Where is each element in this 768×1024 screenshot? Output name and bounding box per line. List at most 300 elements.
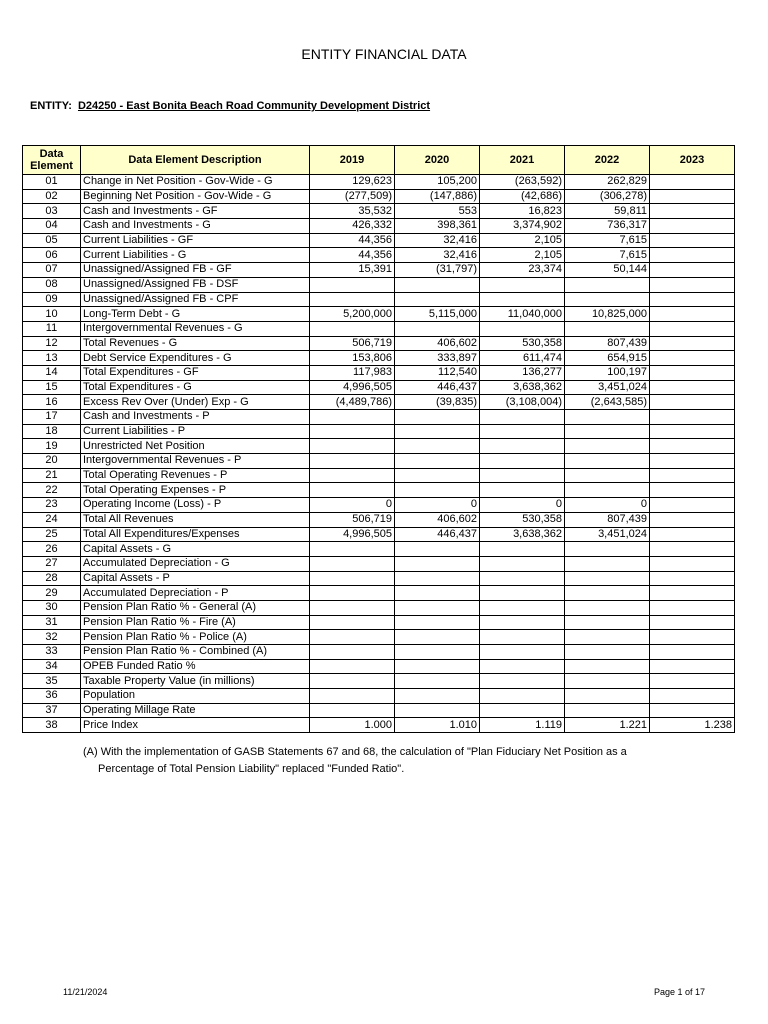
row-code: 08: [23, 277, 81, 292]
table-row: [23, 351, 735, 366]
row-value: 0: [480, 498, 565, 513]
row-value: [650, 336, 735, 351]
row-value: 0: [565, 498, 650, 513]
table-row: [23, 542, 735, 557]
row-value: [395, 645, 480, 660]
table-row: [23, 689, 735, 704]
table-row: [23, 175, 735, 190]
row-value: [650, 483, 735, 498]
row-value: 100,197: [565, 365, 650, 380]
row-code: 34: [23, 659, 81, 674]
row-value: [650, 571, 735, 586]
row-code: 21: [23, 468, 81, 483]
row-value: [480, 321, 565, 336]
row-value: [395, 277, 480, 292]
row-value: 7,615: [565, 248, 650, 263]
row-value: 117,983: [310, 365, 395, 380]
table-row: [23, 277, 735, 292]
row-code: 16: [23, 395, 81, 410]
row-value: 406,602: [395, 512, 480, 527]
row-code: 12: [23, 336, 81, 351]
row-value: 5,115,000: [395, 307, 480, 322]
row-value: 446,437: [395, 527, 480, 542]
row-value: [650, 307, 735, 322]
row-description: Excess Rev Over (Under) Exp - G: [81, 395, 310, 410]
row-value: [565, 439, 650, 454]
row-value: 553: [395, 204, 480, 219]
row-value: [565, 292, 650, 307]
row-value: [565, 277, 650, 292]
row-value: 506,719: [310, 512, 395, 527]
row-value: [395, 674, 480, 689]
row-value: [650, 248, 735, 263]
row-value: [395, 454, 480, 469]
row-description: Current Liabilities - G: [81, 248, 310, 263]
row-value: (3,108,004): [480, 395, 565, 410]
row-value: [650, 219, 735, 234]
page-title: ENTITY FINANCIAL DATA: [301, 46, 467, 62]
row-value: 1.010: [395, 718, 480, 733]
row-value: 136,277: [480, 365, 565, 380]
table-row: [23, 630, 735, 645]
row-value: [395, 600, 480, 615]
row-value: [565, 542, 650, 557]
row-value: [480, 645, 565, 660]
row-code: 28: [23, 571, 81, 586]
row-code: 30: [23, 600, 81, 615]
financial-data-table: [22, 145, 735, 733]
row-value: [650, 527, 735, 542]
row-code: 02: [23, 189, 81, 204]
footnote-line-1: (A) With the implementation of GASB Statements 67 and 68, the calculation of "Plan Fiduciary Net Position as a: [83, 746, 627, 758]
row-value: [395, 410, 480, 425]
row-value: [650, 351, 735, 366]
row-value: [310, 571, 395, 586]
row-value: [565, 410, 650, 425]
header-year-2020: 2020: [395, 146, 480, 175]
row-value: 1.221: [565, 718, 650, 733]
table-row: [23, 703, 735, 718]
row-value: 32,416: [395, 233, 480, 248]
row-value: [310, 424, 395, 439]
row-value: [310, 703, 395, 718]
row-value: 10,825,000: [565, 307, 650, 322]
row-value: [480, 483, 565, 498]
row-value: (2,643,585): [565, 395, 650, 410]
row-value: 44,356: [310, 233, 395, 248]
footnote-line-2: Percentage of Total Pension Liability" replaced "Funded Ratio".: [98, 763, 405, 775]
row-description: Unassigned/Assigned FB - CPF: [81, 292, 310, 307]
row-code: 25: [23, 527, 81, 542]
row-value: (277,509): [310, 189, 395, 204]
row-value: [565, 586, 650, 601]
row-value: 736,317: [565, 219, 650, 234]
row-code: 18: [23, 424, 81, 439]
header-year-2022: 2022: [565, 146, 650, 175]
row-value: (306,278): [565, 189, 650, 204]
row-value: [395, 542, 480, 557]
row-value: 530,358: [480, 336, 565, 351]
row-value: [650, 189, 735, 204]
row-value: [310, 586, 395, 601]
row-value: [310, 659, 395, 674]
table-row: [23, 468, 735, 483]
row-value: [480, 571, 565, 586]
table-row: [23, 556, 735, 571]
row-value: [395, 468, 480, 483]
row-value: [395, 292, 480, 307]
row-value: [310, 410, 395, 425]
row-value: [395, 424, 480, 439]
row-value: [310, 439, 395, 454]
row-value: 11,040,000: [480, 307, 565, 322]
row-code: 29: [23, 586, 81, 601]
row-value: [480, 468, 565, 483]
row-description: Accumulated Depreciation - P: [81, 586, 310, 601]
row-code: 27: [23, 556, 81, 571]
row-code: 19: [23, 439, 81, 454]
row-value: 333,897: [395, 351, 480, 366]
table-row: [23, 410, 735, 425]
row-value: [650, 321, 735, 336]
row-value: [310, 542, 395, 557]
row-value: 406,602: [395, 336, 480, 351]
row-description: Total All Expenditures/Expenses: [81, 527, 310, 542]
row-description: Cash and Investments - P: [81, 410, 310, 425]
row-value: 3,638,362: [480, 380, 565, 395]
row-value: [565, 424, 650, 439]
row-value: 105,200: [395, 175, 480, 190]
row-value: [310, 556, 395, 571]
header-data-element: Data Element: [23, 146, 81, 175]
table-body: [23, 175, 735, 733]
row-value: 262,829: [565, 175, 650, 190]
row-value: [310, 483, 395, 498]
table-row: [23, 365, 735, 380]
row-value: [395, 659, 480, 674]
table-row: [23, 645, 735, 660]
row-value: [650, 630, 735, 645]
row-value: 426,332: [310, 219, 395, 234]
row-value: 3,451,024: [565, 527, 650, 542]
row-value: [650, 410, 735, 425]
row-code: 32: [23, 630, 81, 645]
row-value: [650, 263, 735, 278]
row-value: [565, 689, 650, 704]
table-row: [23, 336, 735, 351]
row-value: 32,416: [395, 248, 480, 263]
row-value: [650, 233, 735, 248]
table-row: [23, 248, 735, 263]
row-value: 2,105: [480, 248, 565, 263]
row-value: [650, 395, 735, 410]
row-value: (4,489,786): [310, 395, 395, 410]
row-value: 1.000: [310, 718, 395, 733]
row-value: [480, 410, 565, 425]
table-row: [23, 454, 735, 469]
row-value: [650, 292, 735, 307]
row-code: 14: [23, 365, 81, 380]
row-value: [650, 512, 735, 527]
row-value: 3,451,024: [565, 380, 650, 395]
row-value: [480, 542, 565, 557]
row-value: [650, 468, 735, 483]
row-code: 38: [23, 718, 81, 733]
table-row: [23, 586, 735, 601]
row-value: 7,615: [565, 233, 650, 248]
row-value: [650, 615, 735, 630]
table-row: [23, 292, 735, 307]
row-value: [650, 498, 735, 513]
row-value: [650, 703, 735, 718]
row-value: 0: [395, 498, 480, 513]
table-row: [23, 307, 735, 322]
row-value: [650, 454, 735, 469]
row-value: (39,835): [395, 395, 480, 410]
row-value: [310, 468, 395, 483]
row-description: Beginning Net Position - Gov-Wide - G: [81, 189, 310, 204]
row-value: [310, 454, 395, 469]
table-row: [23, 424, 735, 439]
row-value: [395, 615, 480, 630]
row-description: Long-Term Debt - G: [81, 307, 310, 322]
entity-label: ENTITY:: [30, 100, 72, 112]
row-code: 20: [23, 454, 81, 469]
row-value: [480, 556, 565, 571]
table-header-row: [23, 146, 735, 175]
table-row: [23, 219, 735, 234]
row-description: Taxable Property Value (in millions): [81, 674, 310, 689]
row-code: 23: [23, 498, 81, 513]
row-value: [565, 615, 650, 630]
row-description: Total Expenditures - GF: [81, 365, 310, 380]
row-value: 807,439: [565, 336, 650, 351]
row-value: (263,592): [480, 175, 565, 190]
row-value: 4,996,505: [310, 527, 395, 542]
row-value: [480, 439, 565, 454]
row-value: [565, 556, 650, 571]
row-description: Cash and Investments - G: [81, 219, 310, 234]
row-description: Population: [81, 689, 310, 704]
row-value: 112,540: [395, 365, 480, 380]
row-code: 01: [23, 175, 81, 190]
row-value: [395, 571, 480, 586]
row-value: [650, 365, 735, 380]
entity-line: [30, 100, 430, 112]
row-value: [480, 454, 565, 469]
row-description: Cash and Investments - GF: [81, 204, 310, 219]
row-description: Pension Plan Ratio % - General (A): [81, 600, 310, 615]
row-value: 5,200,000: [310, 307, 395, 322]
table-row: [23, 512, 735, 527]
row-description: Pension Plan Ratio % - Fire (A): [81, 615, 310, 630]
row-value: 807,439: [565, 512, 650, 527]
row-description: Operating Income (Loss) - P: [81, 498, 310, 513]
row-value: [565, 321, 650, 336]
row-value: [650, 645, 735, 660]
row-value: [310, 615, 395, 630]
table-row: [23, 483, 735, 498]
row-value: [395, 689, 480, 704]
table-row: [23, 615, 735, 630]
row-value: [395, 630, 480, 645]
row-code: 24: [23, 512, 81, 527]
row-code: 13: [23, 351, 81, 366]
row-value: [650, 659, 735, 674]
row-code: 07: [23, 263, 81, 278]
header-description: Data Element Description: [81, 146, 310, 175]
row-value: [310, 600, 395, 615]
row-value: 446,437: [395, 380, 480, 395]
row-value: [310, 630, 395, 645]
row-value: [310, 277, 395, 292]
row-code: 37: [23, 703, 81, 718]
entity-value: D24250 - East Bonita Beach Road Community Development District: [77, 100, 431, 112]
row-value: [395, 483, 480, 498]
row-value: [650, 204, 735, 219]
row-value: [480, 600, 565, 615]
row-code: 06: [23, 248, 81, 263]
row-value: [650, 175, 735, 190]
row-value: 1.119: [480, 718, 565, 733]
row-code: 22: [23, 483, 81, 498]
row-value: 59,811: [565, 204, 650, 219]
row-value: [565, 468, 650, 483]
row-description: Debt Service Expenditures - G: [81, 351, 310, 366]
row-value: 15,391: [310, 263, 395, 278]
row-description: Unassigned/Assigned FB - GF: [81, 263, 310, 278]
row-description: Unrestricted Net Position: [81, 439, 310, 454]
row-value: [565, 659, 650, 674]
header-year-2023: 2023: [650, 146, 735, 175]
row-value: [310, 674, 395, 689]
row-description: Pension Plan Ratio % - Police (A): [81, 630, 310, 645]
row-value: [395, 703, 480, 718]
row-value: [650, 424, 735, 439]
row-value: [565, 703, 650, 718]
row-value: [480, 424, 565, 439]
row-description: Current Liabilities - P: [81, 424, 310, 439]
table-row: [23, 659, 735, 674]
header-year-2021: 2021: [480, 146, 565, 175]
table-row: [23, 527, 735, 542]
row-value: [310, 689, 395, 704]
row-code: 11: [23, 321, 81, 336]
row-value: [565, 483, 650, 498]
row-description: Pension Plan Ratio % - Combined (A): [81, 645, 310, 660]
row-code: 17: [23, 410, 81, 425]
row-value: [565, 630, 650, 645]
row-code: 26: [23, 542, 81, 557]
row-value: 4,996,505: [310, 380, 395, 395]
row-description: OPEB Funded Ratio %: [81, 659, 310, 674]
row-value: [650, 556, 735, 571]
row-value: [480, 689, 565, 704]
row-value: [650, 380, 735, 395]
row-value: [565, 645, 650, 660]
row-value: 35,532: [310, 204, 395, 219]
row-code: 33: [23, 645, 81, 660]
row-value: [395, 586, 480, 601]
row-description: Total Operating Revenues - P: [81, 468, 310, 483]
row-value: [480, 615, 565, 630]
row-value: 0: [310, 498, 395, 513]
row-value: [565, 600, 650, 615]
row-description: Total Operating Expenses - P: [81, 483, 310, 498]
footer-date: 11/21/2024: [63, 987, 108, 997]
row-value: 44,356: [310, 248, 395, 263]
row-value: [565, 454, 650, 469]
table-row: [23, 674, 735, 689]
row-value: [480, 674, 565, 689]
row-description: Current Liabilities - GF: [81, 233, 310, 248]
row-value: 1.238: [650, 718, 735, 733]
table-row: [23, 233, 735, 248]
row-value: [650, 439, 735, 454]
row-value: (42,686): [480, 189, 565, 204]
table-row: [23, 189, 735, 204]
table-row: [23, 263, 735, 278]
row-value: [480, 703, 565, 718]
row-code: 15: [23, 380, 81, 395]
row-value: [310, 292, 395, 307]
row-value: 3,638,362: [480, 527, 565, 542]
row-value: [480, 659, 565, 674]
row-value: 654,915: [565, 351, 650, 366]
row-code: 31: [23, 615, 81, 630]
table-row: [23, 600, 735, 615]
row-value: [395, 321, 480, 336]
row-value: [650, 674, 735, 689]
row-value: [650, 600, 735, 615]
row-description: Capital Assets - G: [81, 542, 310, 557]
row-value: [480, 586, 565, 601]
row-description: Total All Revenues: [81, 512, 310, 527]
table-row: [23, 571, 735, 586]
row-value: 530,358: [480, 512, 565, 527]
row-value: 129,623: [310, 175, 395, 190]
row-description: Intergovernmental Revenues - P: [81, 454, 310, 469]
footnote: [83, 744, 683, 778]
table-row: [23, 204, 735, 219]
row-value: [310, 645, 395, 660]
table-row: [23, 498, 735, 513]
row-value: [395, 439, 480, 454]
row-description: Intergovernmental Revenues - G: [81, 321, 310, 336]
row-value: [310, 321, 395, 336]
row-value: 3,374,902: [480, 219, 565, 234]
row-value: [650, 689, 735, 704]
row-code: 36: [23, 689, 81, 704]
row-value: 611,474: [480, 351, 565, 366]
row-code: 35: [23, 674, 81, 689]
table-row: [23, 321, 735, 336]
row-code: 04: [23, 219, 81, 234]
row-description: Total Expenditures - G: [81, 380, 310, 395]
row-value: 398,361: [395, 219, 480, 234]
row-code: 09: [23, 292, 81, 307]
table-row: [23, 439, 735, 454]
footer-page-number: Page 1 of 17: [653, 987, 705, 997]
header-year-2019: 2019: [310, 146, 395, 175]
row-code: 05: [23, 233, 81, 248]
row-value: [480, 277, 565, 292]
row-value: [565, 674, 650, 689]
row-value: [565, 571, 650, 586]
row-description: Capital Assets - P: [81, 571, 310, 586]
row-value: [650, 277, 735, 292]
row-value: 153,806: [310, 351, 395, 366]
